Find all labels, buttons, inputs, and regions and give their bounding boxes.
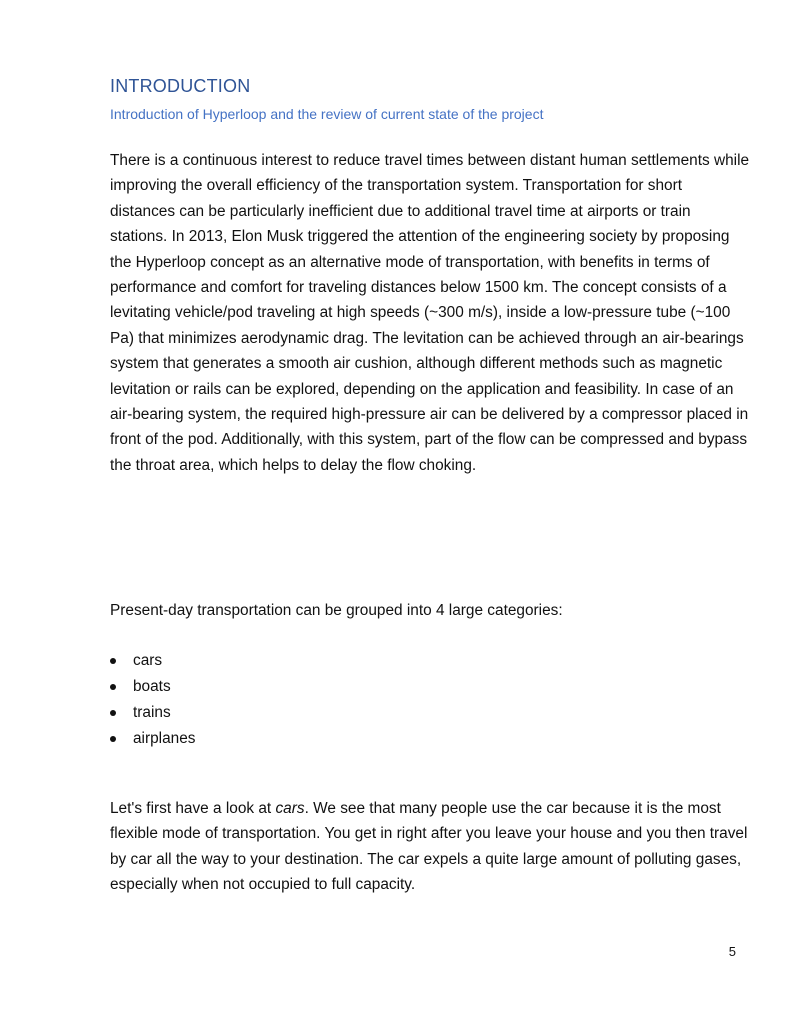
bullet-icon	[110, 684, 116, 690]
list-item	[110, 726, 195, 752]
list-item	[110, 674, 195, 700]
section-subheading: Introduction of Hyperloop and the review of current state of the project	[110, 106, 544, 122]
cars-paragraph	[110, 796, 750, 898]
cars-emphasis: cars	[275, 800, 305, 817]
bullet-icon	[110, 658, 116, 664]
categories-paragraph: Present-day transportation can be grouped into 4 large categories:	[110, 602, 563, 619]
list-item-label: boats	[133, 678, 171, 695]
bullet-icon	[110, 710, 116, 716]
list-item	[110, 700, 195, 726]
bullet-icon	[110, 736, 116, 742]
intro-paragraph: There is a continuous interest to reduce travel times between distant human settlements while improving the overall efficiency of the transportation system. Transportation for short distances can be particularly inefficient due to additional travel time at airports or train stations. In 2013, Elon Musk triggered the attention of the engineering society by proposing the Hyperloop concept as an alternative mode of transportation, with benefits in terms of performance and comfort for traveling distances below 1500 km. The concept consists of a levitating vehicle/pod traveling at high speeds (~300 m/s), inside a low-pressure tube (~100 Pa) that minimizes aerodynamic drag. The levitation can be achieved through an air-bearings system that generates a smooth air cushion, although different methods such as magnetic levitation or rails can be explored, depending on the application and feasibility. In case of an air-bearing system, the required high-pressure air can be delivered by a compressor placed in front of the pod. Additionally, with this system, part of the flow can be compressed and bypass the throat area, which helps to delay the flow choking.	[110, 152, 750, 474]
categories-list	[110, 648, 195, 752]
page-number: 5	[728, 944, 736, 959]
list-item-label: cars	[133, 652, 163, 669]
list-item-label: trains	[133, 704, 171, 721]
list-item-label: airplanes	[133, 730, 196, 747]
section-heading: INTRODUCTION	[110, 76, 251, 96]
cars-text-start: Let's first have a look at	[110, 800, 276, 817]
cars-text-end: . We see that many people use the car because it is the most flexible mode of transportation. You get in right after you leave your house and you then travel by car all the way to your destination. The car expels a quite large amount of polluting gases, especially when not occupied to full capacity.	[110, 800, 748, 894]
list-item	[110, 648, 195, 674]
